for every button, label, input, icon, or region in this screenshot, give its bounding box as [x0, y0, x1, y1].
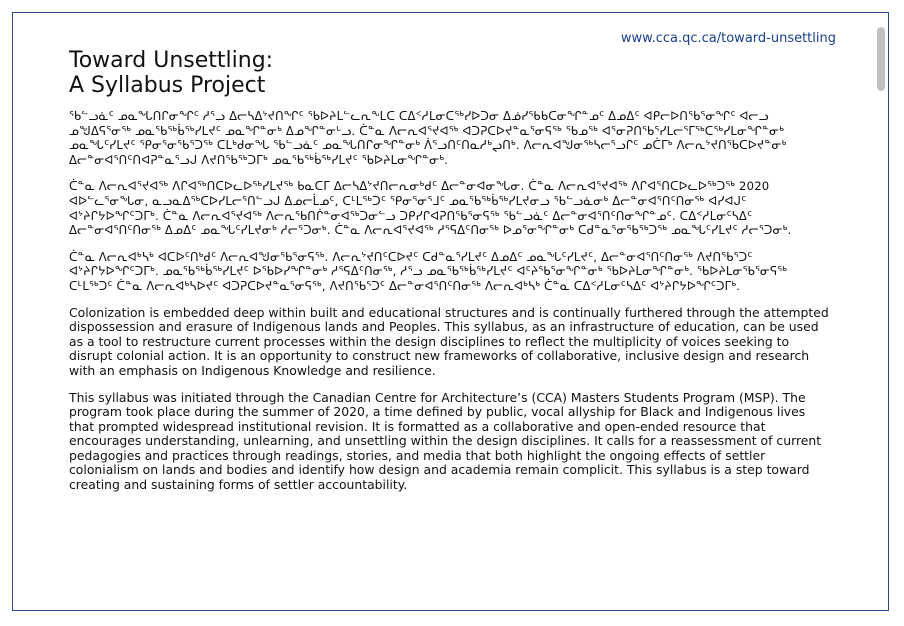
inuktitut-paragraph-1: ᖃᓪᓗᓈᑦ ᓄᓇᖓᑎᒋᓂᖏᑦ ᓱᕐᓗ ᐃᓕᓴᐃᔾᔪᑎᖏᑦ ᖃᐅᔨᒪᓪᓚᕆᖕᒪᑕ ᑕᐃᑉᓱᒪᓂᑕᖅᓯᐅᑐᓂ ᐃᓅᓯᖃᑲᑕᓂᖏᓐᓄᑦ ᐃᓄᐃᑦ ᐊᑭᓕᐅᑎᖃᕐᓂᖏᑦ ᐊᓕᓗ ᓄᖑᐃᕋᕐᓂᖅ ᓄᓇᖃᖅᑳᖅᓯᒪᔪᑦ ᓄᓇᖏᓐᓂᒃ ᐃᓄᖏᓐᓂᒡᓗ. ᑖᓐᓇ ᐱᓕᕆᐊᕐᔪᐊᖅ ᐊᑐᕈᑕᐅᔪᓐᓇᕐᓂᕋᖅ ᖃᓄᖅ ᐊᕐᓂᕈᑎᖃᕐᓯᒪᓕᕐᒥᖅᑕᖅᓯᒪᓂᖏᓐᓂᒃ ᓄᓇᖓᑦᓯᒪᔪᑦ ᕿᓂᕐᓂᖃᕐᑐᖅ ᑕᒪᒃᑯᓂᖓ ᖃᓪᓗᓈᑦ ᓄᓇᖓᑎᒋᓂᖏᓐᓂᒃ ᐲᕐᓗᑎᑦᑎᓇᓱᒃᖢᑎᒃ. ᐱᓕᕆᐊᖑᓂᖅᓴᓕᕐᓗᒋᑦ ᓄᑖᒥᒃ ᐱᓕᕆᔾᔪᑎᖃᑕᐅᔪᓐᓂᒃ ᐃᓕᓐᓂᐊᕐᑎᑦᑎᐊᕈᓐᓇᕐᓗᒍ ᐱᔪᑎᖃᖅᑐᒥᒃ ᓄᓇᖃᖅᑳᖅᓯᒪᔪᑦ ᖃᐅᔨᒪᓂᖏᓐᓂᒃ. [69, 109, 787, 167]
page-title-line-1: Toward Unsettling: [69, 48, 274, 73]
source-url-link[interactable]: www.cca.qc.ca/toward-unsettling [620, 31, 836, 46]
inuktitut-paragraph-3: ᑖᓐᓇ ᐱᓕᕆᐊᒃᓴᒃ ᐊᑕᐅᑦᑎᒃᑯᑦ ᐱᓕᕆᐊᖑᓂᖃᕐᓂᕋᖅ. ᐱᓕᕆᔾᔪᑎᑦᑕᐅᔪᑦ ᑕᑯᓐᓇᕐᓯᒪᔪᑦ ᐃᓄᐃᑦ ᓄᓇᖓᑦᓯᒪᔪᑦ, ᐃᓕᓐᓂᐊᕐᑎᑦᑎᓂᖅ ᐱᔪᑎᖃᕐᑐᑦ ᐊᔾᔨᒋᔭᐅᖏᑦᑐᒥᒃ. ᓄᓇᖃᖅᑳᖅᓯᒪᔪᑦ ᐅᖃᐅᓯᖏᓐᓂᒃ ᓱᕐᕋᐃᑦᑎᓂᖅ, ᓱᕐᓗ ᓄᓇᖃᖅᑳᖅᓯᒪᔪᑦ ᐊᑦᔨᖃᕐᓂᖏᓐᓂᒃ ᖃᐅᔨᒪᓂᖏᓐᓂᒃ. ᖃᐅᔨᒪᓂᖃᕐᓂᕋᖅ ᑕᒻᒪᖅᑐᑦ ᑖᓐᓇ ᐱᓕᕆᐊᒃᓴᐅᔪᑦ ᐊᑐᕈᑕᐅᔪᓐᓇᕐᓂᕋᖅ, ᐱᔪᑎᖃᕐᑐᑦ ᐃᓕᓐᓂᐊᕐᑎᑦᑎᓂᖅ ᐱᓕᕆᐊᒃᓴᒃ ᑖᓐᓇ ᑕᐃᑉᓱᒪᓂᑦᓴᐃᑦ ᐊᔾᔨᒋᔭᐅᖏᑦᑐᒥᒃ. [69, 249, 788, 293]
body-text [69, 109, 829, 505]
english-paragraph-2: This syllabus was initiated through the Canadian Centre for Architecture’s (CCA) Masters Students Program (MSP). The program took place during the summer of 2020, a time defined by public, vocal allyship for Black and Indigenous lives that prompted widespread institutional revision. It is formatted as a collaborative and open-ended resource that encourages understanding, unlearning, and unsettling within the design disciplines. It calls for a reassessment of current pedagogies and practices through readings, stories, and media that both highlight the ongoing effects of settler colonialism on lands and bodies and identify how design and academia remain complicit. This syllabus is a step toward creating and sustaining forms of settler accountability. [69, 389, 822, 493]
inuktitut-paragraph-2: ᑖᓐᓇ ᐱᓕᕆᐊᕐᔪᐊᖅ ᐱᒋᐊᖅᑎᑕᐅᓚᐅᖅᓯᒪᔪᖅ ᑲᓇᑕᒥ ᐃᓕᓴᐃᔾᔪᑎᓕᕆᓂᒃᑯᑦ ᐃᓕᓐᓂᐊᓂᖓᓂ. ᑖᓐᓇ ᐱᓕᕆᐊᕐᔪᐊᖅ ᐱᒋᐊᕐᑎᑕᐅᓚᐅᖅᑐᖅ 2020 ᐊᐅᓪᓚᕐᓂᖓᓂ, ᓇᓗᓇᐃᖅᑕᐅᓯᒪᓕᕐᑎᓪᓗᒍ ᐃᓄᓕᒫᓄᑦ, ᑕᒻᒪᖅᑐᑦ ᕿᓂᕐᓂᕐᒧᑦ ᓄᓇᖃᖅᑳᖅᓯᒪᔪᓂᓗ ᖃᓪᓗᓈᓂᒃ ᐃᓕᓐᓂᐊᕐᑎᑦᑎᓂᖅ ᐊᓯᐊᒍᑦ ᐊᔾᔨᒋᔭᐅᖏᑦᑐᒥᒃ. ᑖᓐᓇ ᐱᓕᕆᐊᕐᔪᐊᖅ ᐱᓕᕆᖃᑎᒌᓐᓂᐊᖅᑐᓂᓪᓗ ᑐᑭᓯᒋᐊᕈᑎᖃᕐᓂᕋᖅ ᖃᓪᓗᓈᑦ ᐃᓕᓐᓂᐊᕐᑎᑦᑎᓂᖏᓐᓄᑦ. ᑕᐃᑉᓱᒪᓂᑦᓴᐃᑦ ᐃᓕᓐᓂᐊᕐᑎᑦᑎᓂᖅ ᐃᓄᐃᑦ ᓄᓇᖓᑦᓯᒪᔪᓂᒃ ᓱᓕᕐᑐᓂᒃ. ᑖᓐᓇ ᐱᓕᕆᐊᕐᔪᐊᖅ ᓱᕐᕋᐃᑦᑎᓂᖅ ᐅᓄᕐᓂᖏᓐᓂᒃ ᑕᑯᓐᓇᕐᓂᖃᖅᑐᖅ ᓄᓇᖓᑦᓯᒪᔪᑦ ᓱᓕᕐᑐᓂᒃ. [69, 179, 792, 238]
vertical-scrollbar-thumb[interactable] [877, 27, 885, 91]
document-frame [12, 12, 889, 611]
page-title [69, 48, 273, 98]
page-title-line-2: A Syllabus Project [69, 73, 266, 98]
english-paragraph-1: Colonization is embedded deep within built and educational structures and is continually furthered through the attempted dispossession and erasure of Indigenous lands and Peoples. This syllabus, as an infrastructure of education, can be used as a tool to restructure current processes within the design disciplines to reflect the multiplicity of voices seeking to disrupt colonial action. It is an opportunity to construct new frameworks of collaborative, inclusive design and research with an emphasis on Indigenous Knowledge and resilience. [69, 304, 829, 378]
